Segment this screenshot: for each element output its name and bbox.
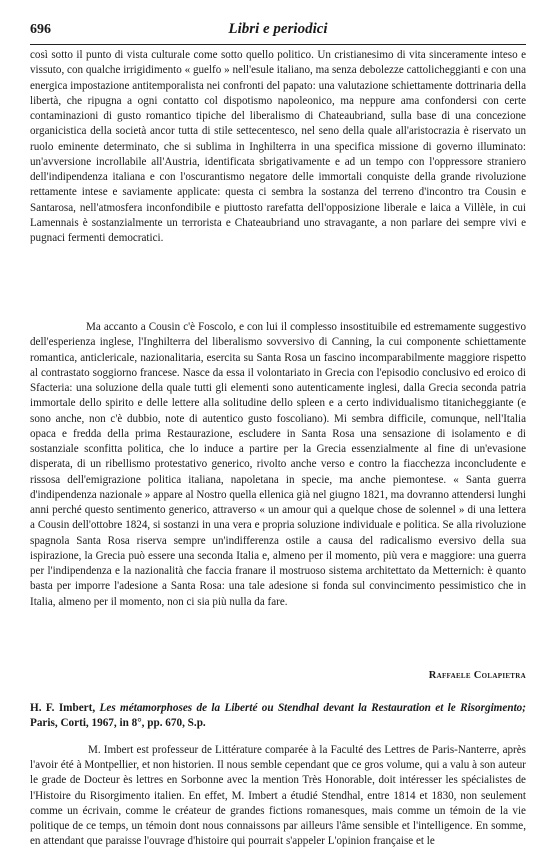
review-publication: Paris, Corti, 1967, in 8°, pp. 670, S.p. — [30, 717, 206, 730]
header-rule — [30, 44, 526, 45]
review-heading — [30, 701, 526, 731]
review-title: Les métamorphoses de la Liberté ou Stendhal devant la Restauration et le Risorgimento; — [99, 702, 527, 714]
review-author: H. F. Imbert, — [30, 702, 96, 714]
signature-text: Raffaele Colapietra — [428, 670, 526, 681]
running-title: Libri e periodici — [228, 21, 328, 37]
page-number: 696 — [30, 22, 51, 37]
signature — [429, 670, 526, 681]
page-header — [30, 20, 526, 42]
body-paragraph-1: così sotto il punto di vista culturale come sotto quello politico. Un cristianesimo di vita sinceramente inteso e vissuto, con qualche irrigidimento « guelfo » nell'esule italiano, ma senza debolezze cattolicheggianti e con una energica impostazione antitemporalista nei confronti del papato: una valutazione schiettamente dottrinaria della libertà, che ripugna a ogni contatto col dispotismo napoleonico, ma neppure ama confondersi con certe contaminazioni di gusto romantico tipiche del liberalismo di Chateaubriand, sulla base di una concezione organicistica della società ancor tutta di stile settecentesco, nel seno della quale all'aristocrazia è riservato un ruolo eminente determinato, che si sublima in Inghilterra in una specifica missione di governo illuminato: un'avversione incrollabile all'Austria, identificata sbrigativamente e ad un tempo con l'oppressore straniero dell'indipendenza italiana e con l'oscurantismo negatore delle immortali conquiste della grande rivoluzione rettamente intese e saviamente applicate: questa ci sembra la sostanza del terreno d'incontro tra Cousin e Santarosa, nell'atmosfera inconfondibile e piuttosto rarefatta dell'opposizione liberale e laica a Villèle, in cui Lamennais è sostanzialmente un terrorista e Chateaubriand uno stravagante, a non parlare dei sempre vivi e pugnaci fermenti democratici. — [30, 49, 526, 244]
review-paragraph: M. Imbert est professeur de Littérature comparée à la Faculté des Lettres de Paris-Nanterre, après l'avoir été à Montpellier, et non historien. Il nous semble cependant que ce gros volume, qui a valu à son auteur le grade de Docteur ès lettres en Sorbonne avec la mention Très Honorable, doit intéresser les spécialistes de l'Histoire du Risorgimento italien. En effet, M. Imbert a étudié Stendhal, entre 1814 et 1830, non seulement comme un écrivain, comme le créateur de grandes fictions romanesques, mais comme un témoin de la vie politique de ce temps, un témoin dont nous connaissons par ailleurs l'âme sensible et l'intelligence. En somme, en attendant que paraisse l'ouvrage d'histoire qui pourrait s'appeler L'opinion française et le — [30, 744, 526, 848]
body-paragraph-2: Ma accanto a Cousin c'è Foscolo, e con lui il complesso insostituibile ed estremamente suggestivo dell'esperienza inglese, l'Inghilterra del liberalismo sovversivo di Canning, la cui componente schiettamente romantica, anticlericale, nazionalitaria, esercita su Santa Rosa un fascino incomparabilmente maggiore rispetto al contrastato soggiorno francese. Nasce da essa il volontariato in Grecia con l'episodio conclusivo ed eroico di Sfacteria: una soluzione della quale tutti gli elementi sono autenticamente inglesi, dalla Grecia seconda patria immortale dello spirito e delle lettere alla solitudine dello spleen e a certo individualismo titanicheggiante (e sono anche, non c'è dubbio, note di autentico gusto foscoliano). Mi sembra difficile, comunque, nell'Italia opaca e fredda della prima Restaurazione, escludere in Santa Rosa una sensazione di isolamento e di sostanziale sconfitta politica, che lo induce a partire per la Grecia essenzialmente al fine di un'evasione disperata, di un ribellismo protestativo generico, rivolto anche verso e contro la fiacchezza inconcludente e rissosa dell'emigrazione politica italiana, napoletana in specie, ma anche piemontese. « Santa guerra d'indipendenza nazionale » appare al Nostro quella ellenica già nel giugno 1821, ma dovranno attendersi lunghi anni perché questo sentimento generico, attraverso « un amour qui a quelque chose de solennel » di una lettera a Cousin dell'ottobre 1824, si sostanzi in una vera e propria soluzione individuale e politica. Se alla rivoluzione spagnola Santa Rosa riserva sempre un'indifferenza ostile a causa del radicalismo eversivo della sua ispirazione, la Grecia può essere una seconda Italia e, almeno per il momento, più vera e maggiore: una guerra per l'indipendenza e la nazionalità che faccia franare il mostruoso sistema architettato da Metternich: è quanto basta per imporre l'adesione a Santa Rosa: una tale adesione si fonda sul convincimento pessimistico che in Italia, almeno per il momento, non ci sia più nulla da fare. — [30, 321, 526, 608]
